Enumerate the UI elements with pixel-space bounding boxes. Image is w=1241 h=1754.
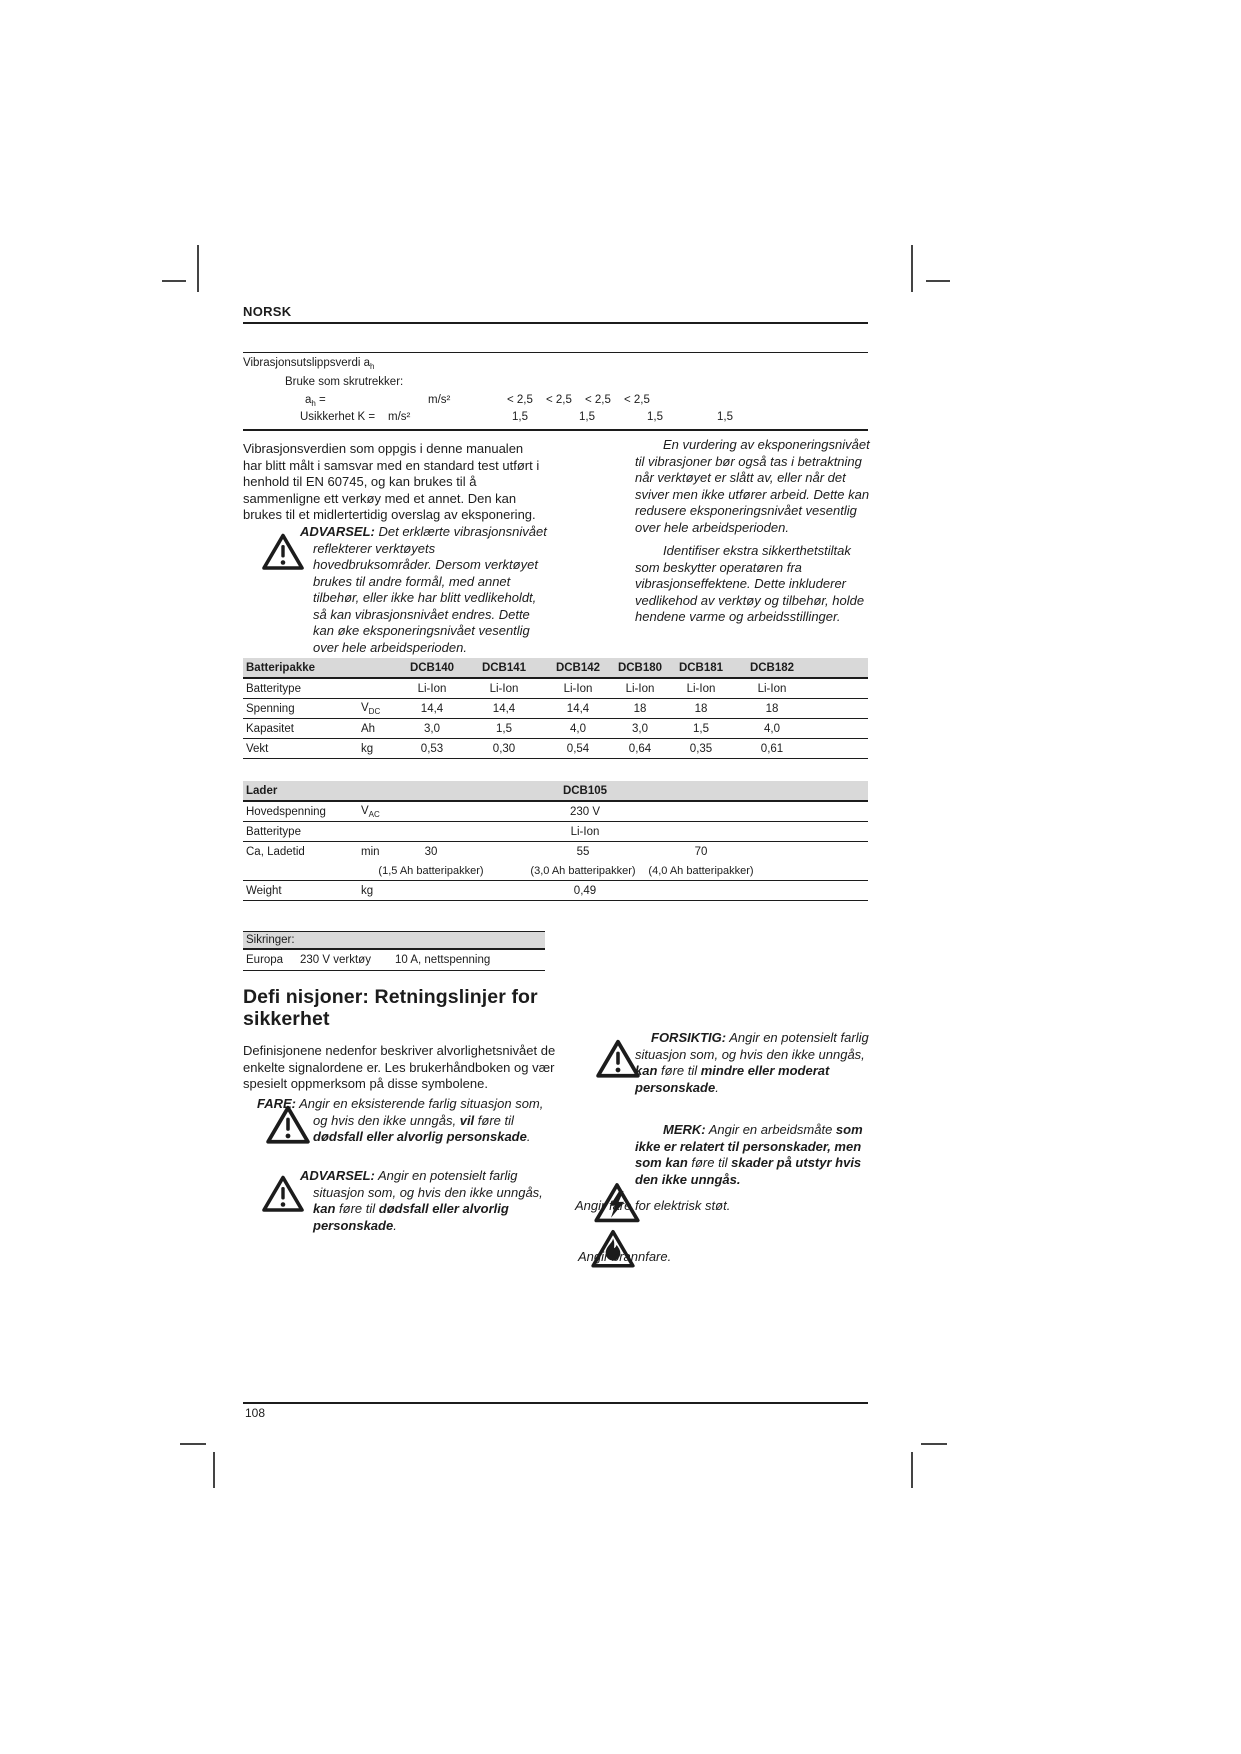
charger-table-header (243, 781, 868, 802)
crop-mark (162, 280, 186, 282)
vibration-title: Vibrasjonsutslippsverdi $a_h$ (243, 357, 375, 371)
fire-hazard-text: Angir brannfare. (578, 1249, 672, 1264)
battery-model: DCB141 (481, 661, 527, 674)
fuses-row (243, 950, 545, 971)
fare-block (243, 1096, 548, 1146)
k-value: 1,5 (647, 411, 663, 423)
battery-model: DCB140 (409, 661, 455, 674)
charger-row-mains: Hovedspenning $V_{AC}$ 230 V (243, 802, 868, 822)
ah-value: < 2,5 (507, 394, 533, 406)
advarsel-def-text: ADVARSEL: Angir en potensielt farlig situasjon som, og hvis den ikke unngås, kan føre til dødsfall eller alvorlig personskade. (300, 1168, 543, 1233)
fare-label: FARE: (257, 1096, 296, 1111)
merk-block (635, 1122, 873, 1188)
k-label: Usikkerhet K = (300, 411, 376, 423)
battery-col0-header: Batteripakke (246, 661, 316, 674)
subscript-h: h (370, 362, 375, 371)
battery-table (243, 658, 868, 759)
battery-table-header (243, 658, 868, 679)
battery-model: DCB142 (555, 661, 601, 674)
ah-value: < 2,5 (585, 394, 611, 406)
charger-model: DCB105 (562, 784, 608, 797)
fare-text: FARE: Angir en eksisterende farlig situasjon som, og hvis den ikke unngås, vil føre til dødsfall eller alvorlig personskade. (257, 1096, 544, 1144)
battery-row-voltage: Spenning $V_{DC}$ 14,4 14,4 14,4 18 18 18 (243, 699, 868, 719)
ah-label: $a_h$ = (305, 394, 326, 408)
battery-row-type: Batteritype Li-Ion Li-Ion Li-Ion Li-Ion Li-Ion Li-Ion (243, 679, 868, 699)
k-unit: m/s² (388, 411, 411, 423)
ah-unit: m/s² (428, 394, 451, 406)
vibration-top-rule (243, 352, 868, 353)
page-number: 108 (245, 1406, 266, 1420)
fuses-header: Sikringer: (243, 931, 545, 950)
merk-text: MERK: Angir en arbeidsmåte som ikke er relatert til personskader, men som kan føre til skader på utstyr hvis den ikke unngås. (635, 1122, 863, 1187)
fuses-tool: 230 V verktøy (300, 954, 371, 966)
vibration-usage-label: Bruke som skrutrekker: (285, 376, 404, 388)
electric-shock-text: Angir fare for elektrisk støt. (575, 1198, 731, 1213)
charger-row-chargetime: Ca, Ladetid min 30 55 70 (1,5 Ah batteripakker) (3,0 Ah batteripakker) (4,0 Ah batteripakker) (243, 842, 868, 881)
advarsel-label: ADVARSEL: (300, 524, 375, 539)
battery-model: DCB180 (617, 661, 663, 674)
crop-mark (911, 1452, 913, 1488)
fire-hazard-line (578, 1248, 878, 1268)
warning-triangle-icon (265, 1104, 311, 1146)
advarsel-intro-text: ADVARSEL: Det erklærte vibrasjonsnivået reflekterer verktøyets hovedbruksområder. Dersom verktøyet brukes til andre formål, med annet tilbehør, eller ikke har blitt vedlikeholdt, så kan vibrasjonsnivået endres. Dette kan øke eksponeringsnivået vesentlig over hele arbeidsperioden. (300, 524, 547, 655)
fuses-rating: 10 A, nettspenning (395, 954, 491, 966)
ah-value: < 2,5 (546, 394, 572, 406)
unit-vac: $V_{AC}$ (361, 804, 380, 819)
battery-row-weight: Vekt kg 0,53 0,30 0,54 0,64 0,35 0,61 (243, 739, 868, 759)
k-value: 1,5 (512, 411, 528, 423)
charger-row-weight: Weight kg 0,49 (243, 881, 868, 901)
crop-mark (180, 1443, 206, 1445)
charger-table (243, 781, 868, 901)
warning-triangle-icon (595, 1038, 641, 1080)
vibration-bottom-rule (243, 429, 868, 431)
unit-vdc: $V_{DC}$ (361, 701, 381, 716)
crop-mark (921, 1443, 947, 1445)
crop-mark (197, 245, 199, 292)
crop-mark (213, 1452, 215, 1488)
battery-model: DCB181 (678, 661, 724, 674)
warning-triangle-icon (261, 1174, 305, 1214)
fuses-table (243, 931, 545, 971)
intro-left-paragraph: Vibrasjonsverdien som oppgis i denne manualen har blitt målt i samsvar med en standard test utført i henhold til EN 60745, og kan brukes til å sammenligne ett verkøy med et annet. Den kan brukes til et midlertertidig overslag av eksponering. (243, 441, 540, 522)
forsiktig-block (635, 1030, 873, 1096)
ah-value: < 2,5 (624, 394, 650, 406)
definitions-intro: Definisjonene nedenfor beskriver alvorlighetsnivået de enkelte signalordene er. Les brukerhåndboken og vær spesielt oppmerksom på disse symbolene. (243, 1043, 556, 1091)
footer-rule (243, 1402, 868, 1404)
advarsel-def-block (243, 1168, 548, 1234)
electric-shock-line (575, 1197, 875, 1217)
warning-triangle-icon (261, 532, 305, 572)
charger-row-type: Batteritype Li-Ion (243, 822, 868, 842)
page-language-header: NORSK (243, 304, 292, 319)
intro-right-paragraph-2: Identifiser ekstra sikkerthetstiltak som beskytter operatøren fra vibrasjonseffektene. Dette inkluderer vedlikehod av verktøy og tilbehør, holde hendene varme og arbeidsstillinger. (635, 543, 865, 624)
k-value: 1,5 (717, 411, 733, 423)
definitions-heading: Defi nisjoner: Retningslinjer for sikkerhet (243, 986, 538, 1030)
k-value: 1,5 (579, 411, 595, 423)
battery-row-capacity: Kapasitet Ah 3,0 1,5 4,0 3,0 1,5 4,0 (243, 719, 868, 739)
forsiktig-text: FORSIKTIG: Angir en potensielt farlig situasjon som, og hvis den ikke unngås, kan føre til mindre eller moderat personskade. (635, 1030, 869, 1095)
crop-mark (911, 245, 913, 292)
crop-mark (926, 280, 950, 282)
header-rule (243, 322, 868, 324)
charger-header-label: Lader (246, 784, 278, 797)
intro-right-paragraph-1: En vurdering av eksponeringsnivået til vibrasjoner bør også tas i betraktning når verktøyet er slått av, eller når det sviver men ikke utfører arbeid. Dette kan redusere eksponeringsnivået vesentlig over hele arbeidsperioden. (635, 437, 870, 535)
fuses-region: Europa (246, 954, 284, 966)
battery-model: DCB182 (749, 661, 795, 674)
advarsel-intro-block (243, 524, 548, 656)
vibration-ah-row (243, 394, 868, 410)
vibration-k-row (243, 411, 868, 427)
